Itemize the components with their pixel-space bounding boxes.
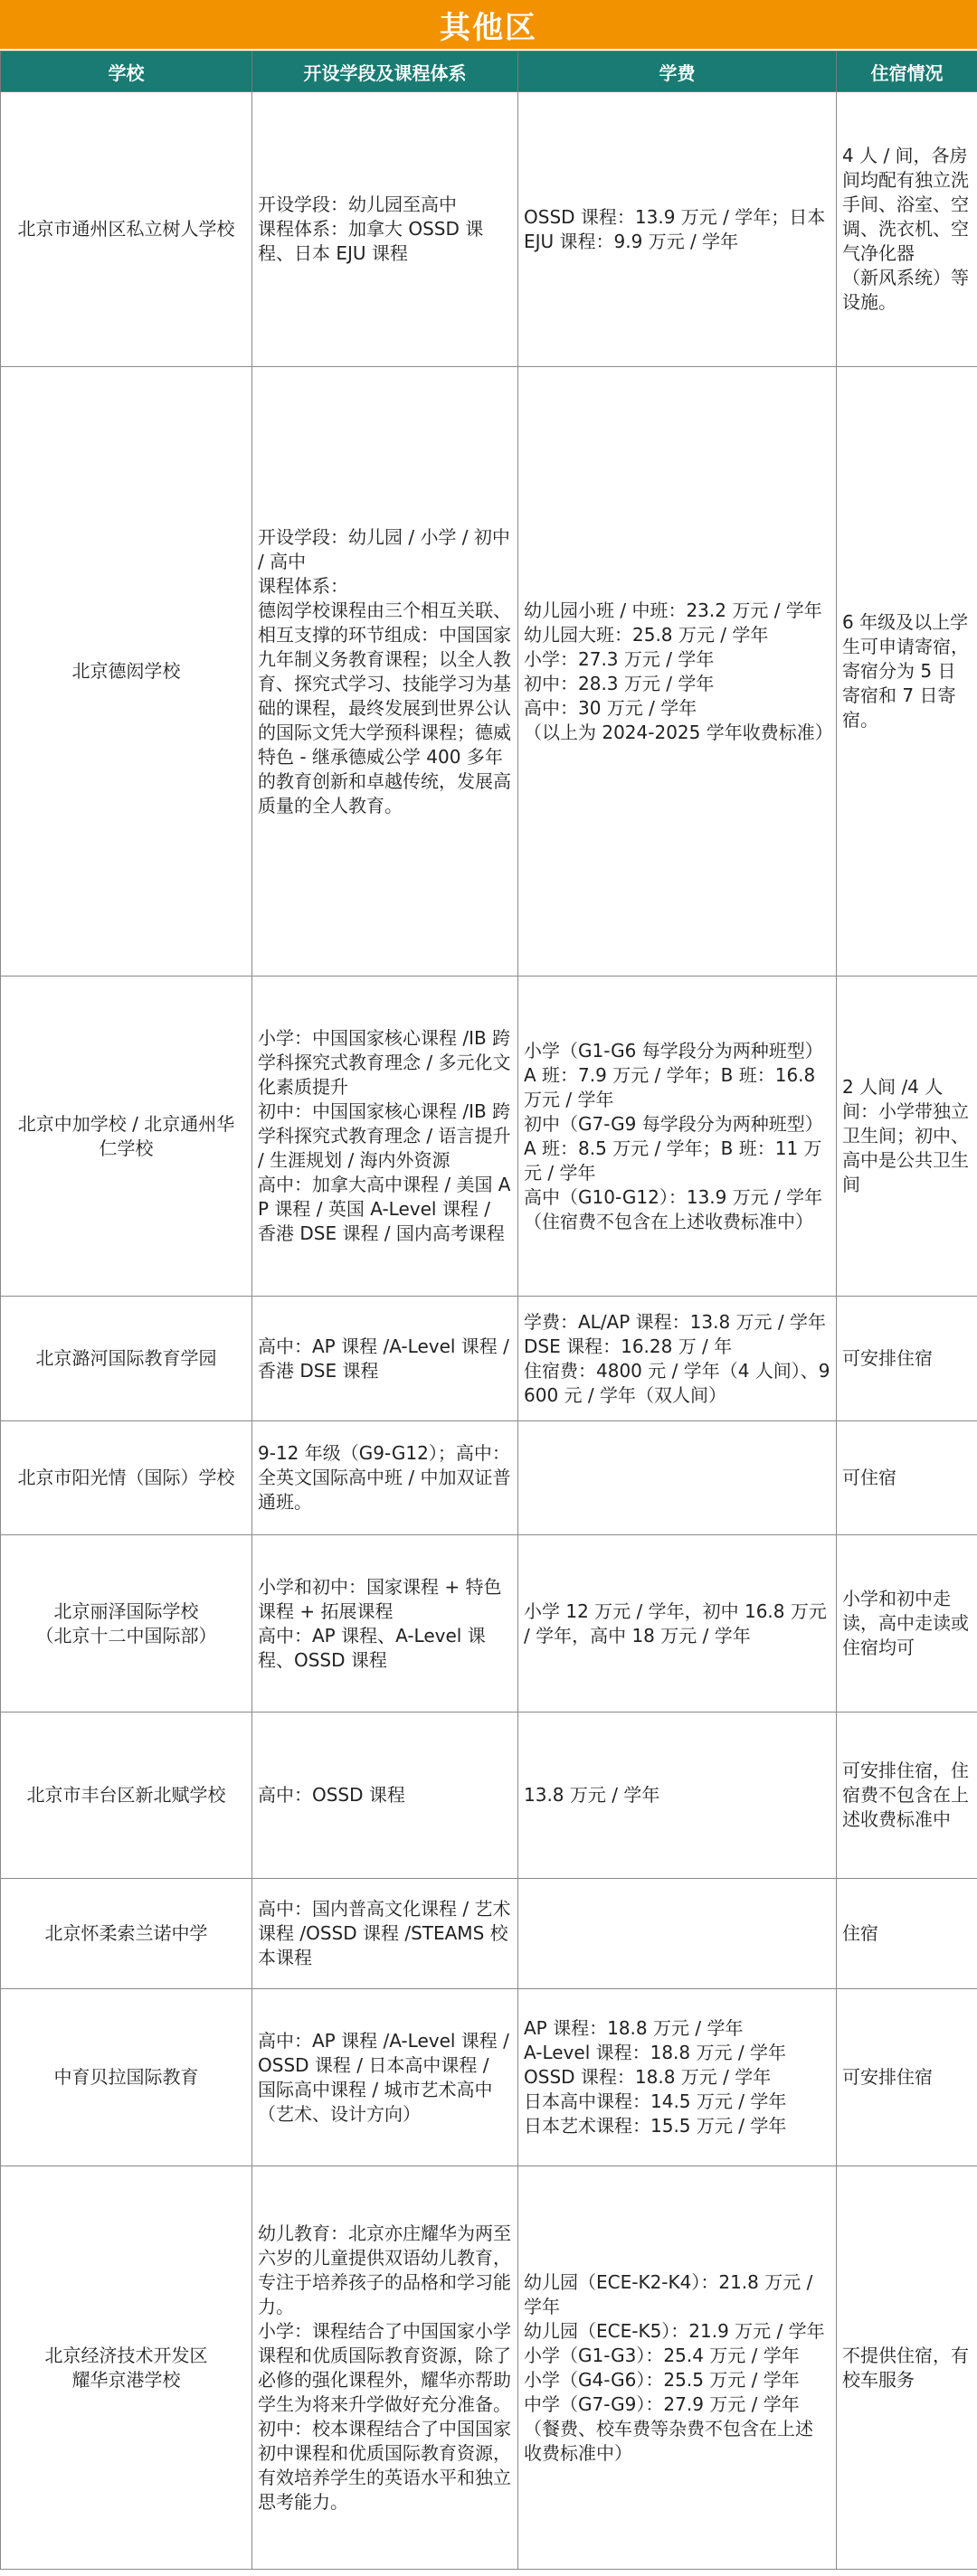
boarding-cell: 可安排住宿 — [837, 1297, 977, 1421]
school-name: 北京市阳光情（国际）学校 — [1, 1421, 252, 1535]
school-name: 中育贝拉国际教育 — [1, 1989, 252, 2166]
curriculum-cell: 高中：OSSD 课程 — [252, 1713, 518, 1879]
curriculum-cell: 小学和初中：国家课程 + 特色课程 + 拓展课程 高中：AP 课程、A-Level 课程、OSSD 课程 — [252, 1535, 518, 1713]
boarding-cell: 不提供住宿，有校车服务 — [837, 2166, 977, 2570]
header-tuition: 学费 — [518, 52, 837, 92]
table-row — [1, 1421, 977, 1535]
school-name: 北京丽泽国际学校 （北京十二中国际部） — [1, 1535, 252, 1713]
table-row — [1, 2166, 977, 2570]
school-name: 北京经济技术开发区 耀华京港学校 — [1, 2166, 252, 2570]
tuition-cell: 小学 12 万元 / 学年，初中 16.8 万元 / 学年，高中 18 万元 / 学年 — [518, 1535, 837, 1713]
curriculum-cell: 幼儿教育：北京亦庄耀华为两至六岁的儿童提供双语幼儿教育，专注于培养孩子的品格和学习能力。 小学：课程结合了中国国家小学课程和优质国际教育资源，除了必修的强化课程外，耀华亦帮助学生为将来升学做好充分准备。 初中：校本课程结合了中国国家初中课程和优质国际教育资源，有效培养学生的英语水平和独立思考能力。 — [252, 2166, 518, 2570]
table-row — [1, 92, 977, 367]
school-table — [0, 51, 977, 2570]
boarding-cell: 可安排住宿 — [837, 1989, 977, 2166]
tuition-cell: 幼儿园小班 / 中班：23.2 万元 / 学年 幼儿园大班：25.8 万元 / 学年 小学：27.3 万元 / 学年 初中：28.3 万元 / 学年 高中：30 万元 / 学年 （以上为 2024-2025 学年收费标准） — [518, 367, 837, 977]
tuition-cell — [518, 1421, 837, 1535]
tuition-cell: OSSD 课程：13.9 万元 / 学年；日本 EJU 课程：9.9 万元 / 学年 — [518, 92, 837, 367]
curriculum-cell: 小学：中国国家核心课程 /IB 跨学科探究式教育理念 / 多元化文化素质提升 初中：中国国家核心课程 /IB 跨学科探究式教育理念 / 语言提升 / 生涯规划 / 海内外资源 高中：加拿大高中课程 / 美国 AP 课程 / 英国 A-Level 课程 / 香港 DSE 课程 / 国内高考课程 — [252, 977, 518, 1297]
boarding-cell: 住宿 — [837, 1879, 977, 1989]
tuition-cell: 幼儿园（ECE-K2-K4）：21.8 万元 / 学年 幼儿园（ECE-K5）：21.9 万元 / 学年 小学（G1-G3）：25.4 万元 / 学年 小学（G4-G6）：25.5 万元 / 学年 中学（G7-G9）：27.9 万元 / 学年 （餐费、校车费等杂费不包含在上述收费标准中） — [518, 2166, 837, 2570]
boarding-cell: 4 人 / 间，各房间均配有独立洗手间、浴室、空调、洗衣机、空气净化器 （新风系统）等设施。 — [837, 92, 977, 367]
boarding-cell: 可安排住宿，住宿费不包含在上述收费标准中 — [837, 1713, 977, 1879]
header-boarding: 住宿情况 — [837, 52, 977, 92]
boarding-cell: 小学和初中走读，高中走读或住宿均可 — [837, 1535, 977, 1713]
table-row — [1, 1989, 977, 2166]
table-row — [1, 1879, 977, 1989]
header-row — [1, 52, 977, 92]
curriculum-cell: 高中：AP 课程 /A-Level 课程 / 香港 DSE 课程 — [252, 1297, 518, 1421]
table-title: 其他区 — [0, 0, 977, 51]
boarding-cell: 6 年级及以上学生可申请寄宿，寄宿分为 5 日寄宿和 7 日寄宿。 — [837, 367, 977, 977]
tuition-cell: 13.8 万元 / 学年 — [518, 1713, 837, 1879]
school-name: 北京市通州区私立树人学校 — [1, 92, 252, 367]
header-curriculum: 开设学段及课程体系 — [252, 52, 518, 92]
curriculum-cell: 高中：AP 课程 /A-Level 课程 /OSSD 课程 / 日本高中课程 / 国际高中课程 / 城市艺术高中（艺术、设计方向） — [252, 1989, 518, 2166]
school-name: 北京中加学校 / 北京通州华仁学校 — [1, 977, 252, 1297]
table-row — [1, 977, 977, 1297]
table-row — [1, 1297, 977, 1421]
curriculum-cell: 高中：国内普高文化课程 / 艺术课程 /OSSD 课程 /STEAMS 校本课程 — [252, 1879, 518, 1989]
curriculum-cell: 开设学段：幼儿园 / 小学 / 初中 / 高中 课程体系： 德闳学校课程由三个相互关联、相互支撑的环节组成：中国国家九年制义务教育课程；以全人教育、探究式学习、技能学习为基础的课程，最终发展到世界公认的国际文凭大学预科课程；德威特色 - 继承德威公学 400 多年的教育创新和卓越传统，发展高质量的全人教育。 — [252, 367, 518, 977]
boarding-cell: 2 人间 /4 人间：小学带独立卫生间；初中、高中是公共卫生间 — [837, 977, 977, 1297]
tuition-cell: 小学（G1-G6 每学段分为两种班型） A 班：7.9 万元 / 学年；B 班：16.8 万元 / 学年 初中（G7-G9 每学段分为两种班型） A 班：8.5 万元 / 学年；B 班：11 万元 / 学年 高中（G10-G12）：13.9 万元 / 学年（住宿费不包含在上述收费标准中） — [518, 977, 837, 1297]
tuition-cell: 学费：AL/AP 课程：13.8 万元 / 学年 DSE 课程：16.28 万 / 年 住宿费：4800 元 / 学年（4 人间）、9600 元 / 学年（双人间） — [518, 1297, 837, 1421]
table-row — [1, 367, 977, 977]
curriculum-cell: 9-12 年级（G9-G12）；高中：全英文国际高中班 / 中加双证普通班。 — [252, 1421, 518, 1535]
school-name: 北京市丰台区新北赋学校 — [1, 1713, 252, 1879]
table-row — [1, 1713, 977, 1879]
boarding-cell: 可住宿 — [837, 1421, 977, 1535]
school-name: 北京怀柔索兰诺中学 — [1, 1879, 252, 1989]
school-name: 北京潞河国际教育学园 — [1, 1297, 252, 1421]
table-row — [1, 1535, 977, 1713]
school-name: 北京德闳学校 — [1, 367, 252, 977]
curriculum-cell: 开设学段：幼儿园至高中 课程体系：加拿大 OSSD 课程、日本 EJU 课程 — [252, 92, 518, 367]
header-school: 学校 — [1, 52, 252, 92]
tuition-cell: AP 课程：18.8 万元 / 学年 A-Level 课程：18.8 万元 / 学年 OSSD 课程：18.8 万元 / 学年 日本高中课程：14.5 万元 / 学年 日本艺术课程：15.5 万元 / 学年 — [518, 1989, 837, 2166]
tuition-cell — [518, 1879, 837, 1989]
